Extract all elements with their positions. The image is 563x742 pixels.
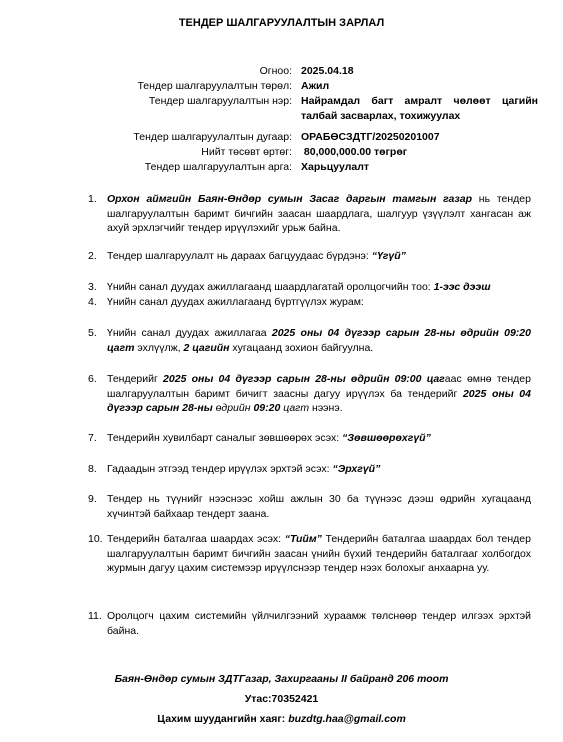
item-text [107, 326, 531, 355]
item-text-run: Үнийн санал дуудах ажиллагаанд бүртгүүлэх журам: [107, 296, 364, 308]
item-text [107, 492, 531, 521]
emphasized-text: өдрийн [215, 402, 254, 414]
item-number: 4. [88, 296, 97, 308]
meta-value: 2025.04.18 [301, 65, 354, 77]
item-text-run: хугацаанд зохион байгуулна. [229, 341, 374, 354]
meta-label: Тендер шалгаруулалтын төрөл: [137, 80, 292, 92]
emphasized-text: “Зөвшөөрөхгүй” [342, 432, 431, 444]
emphasized-text: “Тийм” [284, 533, 322, 545]
emphasized-text: 09:20 [253, 402, 281, 414]
emphasized-text: 2 цагийн [183, 341, 230, 354]
item-number: 1. [88, 193, 97, 205]
document-title: ТЕНДЕР ШАЛГАРУУЛАЛТЫН ЗАРЛАЛ [178, 17, 385, 29]
meta-value: Ажил [301, 80, 330, 92]
item-text-run: Үнийн санал дуудах ажиллагаа [107, 327, 272, 339]
emphasized-text: 2025 оны 04 дүгээр сарын 28-ны өдрийн 09:00 цаг [163, 373, 445, 385]
emphasized-text: 2025 оны 04 дүгээр сарын 28-ны [107, 387, 531, 414]
item-text-run: эхлүүлж, [134, 341, 184, 354]
item-number: 10. [88, 533, 103, 545]
item-number: 11. [88, 610, 102, 622]
item-text [107, 372, 531, 416]
item-number: 3. [88, 281, 97, 293]
emphasized-text: 2025 оны 04 дүгээр сарын 28-ны өдрийн 09:20 цагт [107, 327, 531, 354]
item-text-run: Тендерийг [107, 373, 164, 385]
item-number: 9. [88, 493, 97, 505]
footer-address: Баян-Өндөр сумын ЗДТГазар, Захиргааны II байранд 206 тоот [114, 673, 449, 685]
item-text [107, 462, 531, 477]
meta-value: Харьцуулалт [301, 161, 370, 173]
emphasized-text: “Үгүй” [371, 250, 406, 262]
item-text-run: нээнэ. [309, 402, 343, 414]
item-text-run: Тендерийн баталгаа шаардах бол тендер шалгаруулалтын баримт бичгийн заасан үнийн бүхий тендерийн баталгааг холбогдох журмын дагуу цахим системээр ирүүлснээр тендер нээх болохыг анхаарна уу. [107, 533, 531, 574]
emphasized-text: цагт [280, 402, 310, 414]
emphasized-text: “Эрхгүй” [332, 463, 381, 475]
item-text [107, 192, 531, 236]
emphasized-text: 1-ээс дээш [433, 281, 491, 293]
footer-phone: Утас:70352421 [244, 693, 319, 705]
item-text-run: Үнийн санал дуудах ажиллагаанд шаардлагатай оролцогчийн тоо: [107, 281, 434, 293]
item-number: 7. [88, 432, 97, 444]
item-text-run: Тендер нь түүнийг нээснээс хойш ажлын 30 ба түүнээс дээш өдрийн хугацаанд хүчинтэй байхаар тендерт заана. [107, 493, 531, 520]
item-text-run: Тендерийн хувилбарт саналыг зөвшөөрөх эсэх: [107, 432, 343, 444]
item-text [107, 431, 531, 446]
item-text [107, 249, 531, 264]
meta-label: Тендер шалгаруулалтын дугаар: [133, 131, 292, 143]
item-text [107, 609, 531, 638]
meta-label: Огноо: [259, 65, 292, 77]
item-text-run: аас өмнө тендер шалгаруулалтын баримт бичигт заасны дагуу ирүүлэх ба тендерийг [107, 373, 531, 400]
item-number: 8. [88, 463, 97, 475]
footer-email-line [0, 713, 563, 725]
meta-label: Нийт төсөвт өртөг: [201, 146, 292, 158]
item-number: 6. [88, 373, 97, 385]
meta-label: Тендер шалгаруулалтын арга: [144, 161, 292, 173]
footer-email-label: Цахим шуудангийн хаяг: [157, 713, 289, 725]
meta-value: ОРАБӨСЗДТГ/20250201007 [301, 131, 440, 143]
item-text-run: Тендер шалгаруулалт нь дараах багцуудаас бүрдэнэ: [107, 250, 372, 262]
item-text-run: нь тендер шалгаруулалтын баримт бичгийн заасан шаардлага, шалгуур үзүүлэлт хангасан аж ахуй эрхлэгчийг тендер ирүүлэхийг урьж байна. [107, 193, 531, 234]
item-text-run: Оролцогч цахим системийн үйлчилгээний хураамж төлснөөр тендер илгээх эрхтэй байна. [107, 610, 531, 637]
item-text-run: Гадаадын этгээд тендер ирүүлэх эрхтэй эсэх: [107, 463, 333, 475]
footer-email-link[interactable]: buzdtg.haa@gmail.com [288, 713, 406, 725]
item-text-run: Тендерийн баталгаа шаардах эсэх: [107, 533, 285, 545]
meta-label: Тендер шалгаруулалтын нэр: [148, 95, 292, 107]
item-number: 2. [88, 250, 97, 262]
item-number: 5. [88, 327, 97, 339]
item-text [107, 295, 531, 310]
item-text [107, 280, 531, 295]
meta-value: Найрамдал багт амралт чөлөөт цагийн талбай засварлах, тохижуулах [301, 95, 538, 122]
emphasized-text: Орхон аймгийн Баян-Өндөр сумын Засаг даргын тамгын газар [107, 193, 472, 205]
meta-value: 80,000,000.00 төгрөг [301, 146, 408, 158]
item-text [107, 532, 531, 576]
